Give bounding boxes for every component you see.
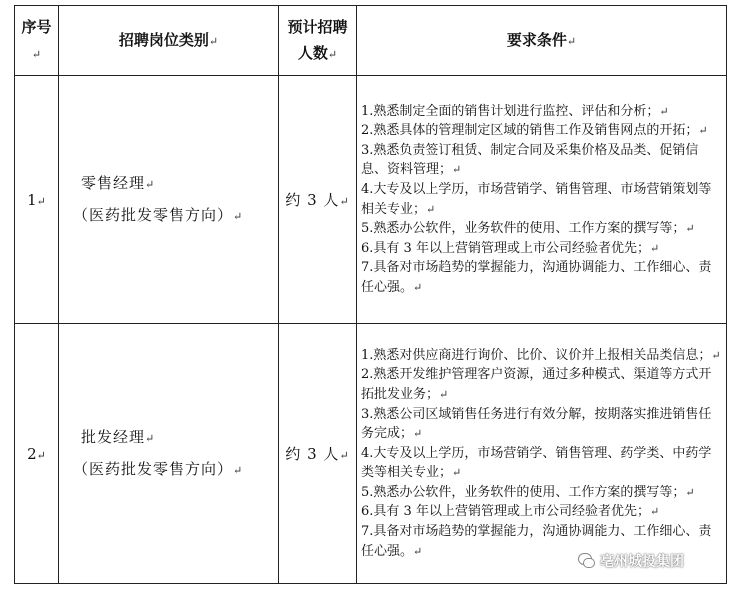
row-seq: 2↵ — [15, 324, 59, 584]
table-header-row — [15, 6, 727, 76]
requirement-item: 3.熟悉公司区域销售任务进行有效分解，按期落实推进销售任务完成；↵ — [361, 406, 712, 442]
requirement-item: 5.熟悉办公软件，业务软件的使用、工作方案的撰写等；↵ — [361, 221, 695, 237]
row-requirements — [357, 76, 727, 324]
row-position — [59, 76, 279, 324]
position-direction-label: （医药批发零售方向） — [73, 459, 234, 478]
requirement-item: 4.大专及以上学历，市场营销学、销售管理、药学类、中药学类等相关专业；↵ — [361, 445, 712, 481]
header-requirements-label: 要求条件 — [506, 30, 567, 49]
row-position — [59, 324, 279, 584]
recruitment-table — [14, 5, 727, 584]
row-count-label: 约 3 人 — [285, 445, 340, 463]
row-seq-label: 2 — [27, 444, 37, 463]
position-title: 批发经理↵ — [81, 427, 156, 446]
position-direction-label: （医药批发零售方向） — [73, 205, 234, 224]
requirement-item: 5.熟悉办公软件，业务软件的使用、工作方案的撰写等；↵ — [361, 484, 695, 500]
position-title: 零售经理↵ — [81, 173, 156, 192]
requirement-item: 6.具有 3 年以上营销管理或上市公司经验者优先；↵ — [361, 504, 660, 520]
row-requirements — [357, 324, 727, 584]
row-count: 约 3 人↵ — [279, 76, 357, 324]
wechat-icon — [578, 553, 596, 569]
header-seq: 序号↵ — [15, 6, 59, 76]
requirement-item: 2.熟悉具体的管理制定区域的销售工作及销售网点的开拓；↵ — [361, 123, 708, 139]
requirement-item: 6.具有 3 年以上营销管理或上市公司经验者优先；↵ — [361, 240, 660, 256]
header-seq-label: 序号 — [21, 17, 52, 36]
header-position-label: 招聘岗位类别 — [118, 30, 209, 49]
table-row — [15, 324, 727, 584]
watermark-text: 亳州城投集团 — [600, 554, 684, 570]
requirement-item: 1.熟悉对供应商进行询价、比价、议价并上报相关品类信息；↵ — [361, 347, 721, 363]
requirement-item: 1.熟悉制定全面的销售计划进行监控、评估和分析；↵ — [361, 103, 669, 119]
position-direction: （医药批发零售方向）↵ — [73, 459, 244, 478]
requirement-item: 7.具备对市场趋势的掌握能力，沟通协调能力、工作细心、责任心强。↵ — [361, 260, 712, 295]
header-count-label: 预计招聘人数 — [287, 17, 348, 62]
requirement-item: 3.熟悉负责签订租赁、制定合同及采集价格及品类、促销信息、资料管理；↵ — [361, 142, 699, 178]
table-row — [15, 76, 727, 324]
position-title-label: 批发经理 — [81, 427, 146, 446]
position-direction: （医药批发零售方向）↵ — [73, 205, 244, 224]
row-seq: 1↵ — [15, 76, 59, 324]
header-requirements: 要求条件↵ — [357, 6, 727, 76]
row-count-label: 约 3 人 — [285, 191, 340, 209]
requirement-item: 2.熟悉开发维护管理客户资源，通过多种模式、渠道等方式开拓批发业务；↵ — [361, 367, 712, 402]
position-title-label: 零售经理 — [81, 173, 146, 192]
row-seq-label: 1 — [27, 190, 37, 209]
row-count: 约 3 人↵ — [279, 324, 357, 584]
requirement-item: 4.大专及以上学历，市场营销学、销售管理、市场营销策划等相关专业；↵ — [361, 181, 712, 217]
header-count: 预计招聘人数↵ — [279, 6, 357, 76]
header-position: 招聘岗位类别↵ — [59, 6, 279, 76]
requirement-item: 7.具备对市场趋势的掌握能力，沟通协调能力、工作细心、责任心强。↵ — [361, 524, 712, 559]
watermark — [578, 551, 684, 571]
